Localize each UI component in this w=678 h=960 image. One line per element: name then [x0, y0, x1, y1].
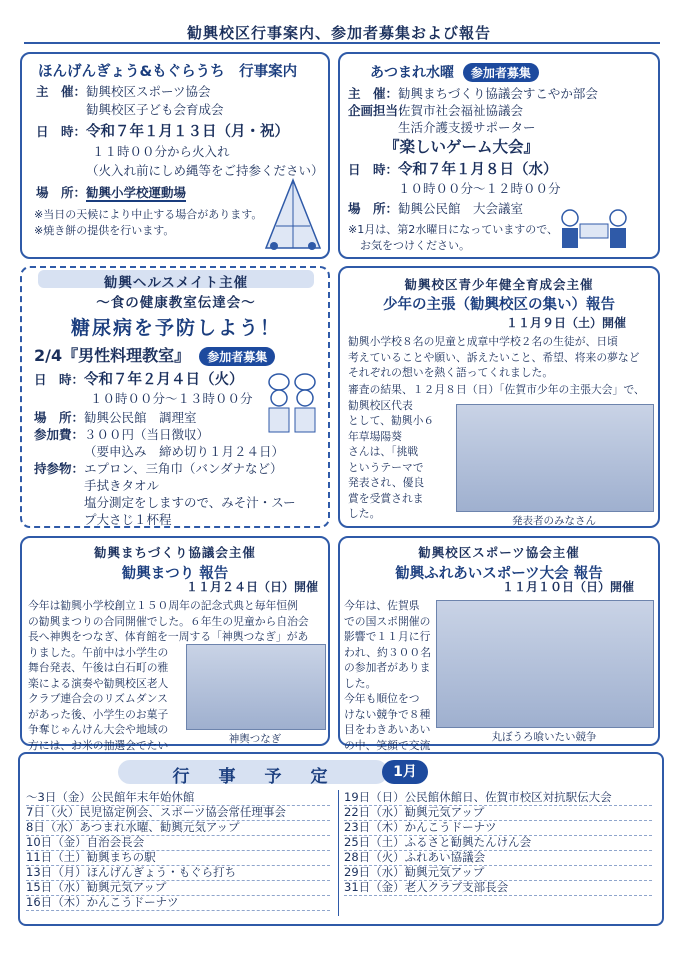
line: 争奪じゃんけん大会や地域の: [28, 723, 169, 736]
label: 企画担当：: [348, 103, 411, 118]
line: があった後、小学生のお菓子: [28, 707, 169, 721]
chefs-illustration: [262, 372, 322, 436]
line: さんは、「挑戦: [348, 445, 419, 458]
line: 審査の結果、１２月８日（日）「佐賀市少年の主張大会」で、: [348, 383, 645, 396]
atsumare-planner: [348, 103, 523, 118]
hongengyo-organizer-2: 勧興校区子ども会育成会: [86, 102, 224, 117]
atsumare-note-1: ※1月は、第2水曜日になっていますので、: [348, 223, 558, 236]
label: 参加費：: [34, 427, 85, 442]
fee-value: ３００円（当日徴収）: [84, 427, 210, 442]
line: として、勧興小６: [348, 414, 435, 427]
cooking-place: [34, 410, 197, 425]
label: 場 所：: [348, 201, 399, 216]
festival-title: 勧興まつり 報告: [121, 566, 229, 582]
cooking-time: １０時００分～１３時００分: [90, 391, 253, 406]
atsumare-place: [348, 201, 523, 216]
schedule-divider: [338, 790, 339, 916]
label: 日 時：: [34, 372, 85, 387]
line: クラブ連合会のリズムダンス: [28, 692, 168, 705]
schedule-item: 15日（水）勧興元気アップ: [26, 880, 330, 896]
sports-title: 勧興ふれあいスポーツ大会 報告: [395, 566, 603, 582]
hongengyo-place: [36, 185, 186, 200]
schedule-title: 行 事 予 定: [172, 767, 334, 787]
line: の勧興まつりの合同開催でした。６年生の児童から自治会: [28, 614, 309, 628]
place-value: 勧興公民館 調理室: [84, 410, 197, 425]
line: 今年は勧興小学校創立１５０周年の記念式典と毎年恒例: [28, 599, 298, 612]
festival-date: １１月２４日（日）開催: [186, 580, 319, 594]
sports-date: １１月１０日（日）開催: [502, 580, 635, 594]
line: 勧興校区代表: [348, 398, 413, 412]
schedule-item: 28日（火）ふれあい協議会: [344, 850, 652, 866]
line: けない競争で８種: [344, 707, 431, 721]
game-players-illustration: [558, 200, 630, 252]
festival-photo-caption: 神輿つなぎ: [228, 733, 282, 745]
line: の中、笑顔で交流: [344, 738, 431, 752]
date-value: 令和７年２月４日（火）: [84, 372, 244, 388]
month-badge: 1月: [382, 760, 428, 784]
line: 発表され、優良: [348, 476, 425, 489]
planner-1: 佐賀市社会福祉協議会: [398, 103, 524, 118]
youth-para-1: [348, 334, 640, 381]
line: 今年は、佐賀県: [344, 599, 420, 612]
cooking-header: 勧興ヘルスメイト主催: [103, 275, 249, 291]
schedule-item: 11日（土）勧興まちの駅: [26, 850, 330, 866]
hongengyo-date: [36, 124, 289, 140]
atsumare-event: 『楽しいゲーム大会』: [384, 138, 540, 156]
label: 日 時：: [36, 124, 87, 139]
organizer-value: 勧興まちづくり協議会すこやか部会: [398, 86, 598, 101]
label: 主 催：: [36, 84, 87, 99]
cooking-fee-note: （要申込み 締め切り１月２４日）: [84, 444, 285, 459]
cooking-items: [34, 461, 283, 476]
schedule-item: 31日（金）老人クラブ支部長会: [344, 880, 652, 896]
line: りました。午前中は小学生の: [28, 645, 169, 659]
youth-header: 勧興校区青少年健全育成会主催: [404, 277, 594, 292]
line: というテーマで: [348, 460, 424, 474]
schedule-item: 19日（日）公民館休館日、佐賀市校区対抗駅伝大会: [344, 790, 652, 806]
line: 影響で１１月に行: [344, 630, 431, 643]
sports-photo-caption: 丸ぼうろ喰いたい競争: [491, 731, 597, 743]
label: 主 催：: [348, 86, 399, 101]
schedule-item: 10日（金）自治会長会: [26, 835, 330, 851]
line: 長へ神輿をつなぎ、体育館を一周する「神輿つなぎ」があ: [28, 630, 309, 643]
hongengyo-title: ほんげんぎょう&もぐらうち 行事案内: [38, 64, 298, 80]
place-value: 勧興公民館 大会議室: [398, 201, 524, 216]
schedule-item: 22日（水）勧興元気アップ: [344, 805, 652, 821]
atsumare-planner-2: 生活介護支援サポーター: [398, 120, 536, 135]
line: われ、約３００名: [344, 645, 432, 659]
sports-para: [344, 598, 431, 769]
line: した。: [344, 676, 377, 690]
atsumare-organizer: [348, 86, 598, 101]
recruit-badge: 参加者募集: [199, 347, 275, 366]
sports-header: 勧興校区スポーツ協会主催: [418, 545, 580, 560]
atsumare-title: あつまれ水曜: [370, 65, 454, 81]
line: 目をわきあいあい: [344, 723, 431, 736]
mikoshi-photo: [186, 644, 326, 730]
youth-date: １１月９日（土）開催: [506, 316, 627, 330]
line: 勧興小学校８名の児童と成章中学校２名の生徒が、日頃: [348, 335, 618, 348]
label: 持参物：: [34, 461, 85, 476]
page-title: 勧興校区行事案内、参加者募集および報告: [186, 24, 491, 42]
atsumare-note-2: お気をつけください。: [360, 239, 470, 252]
label: 日 時：: [348, 162, 399, 177]
cooking-event: 2/4『男性料理教室』: [34, 346, 191, 365]
youth-title: 少年の主張（勧興校区の集い）報告: [383, 297, 615, 313]
youth-photo-caption: 発表者のみなさん: [512, 515, 596, 527]
date-value: 令和７年１月８日（水）: [398, 162, 558, 178]
schedule-item: ～3日（金）公民館年末年始休館: [26, 790, 330, 806]
date-value: 令和７年１月１３日（月・祝）: [86, 124, 289, 140]
place-value: 勧興小学校運動場: [86, 185, 187, 200]
item-1: エプロン、三角巾（バンダナなど）: [84, 461, 283, 476]
hongengyo-note-2: ※焼き餅の提供を行います。: [34, 224, 175, 237]
cooking-fee: [34, 427, 209, 442]
schedule-item: 13日（月）ほんげんぎょう・もぐら打ち: [26, 865, 330, 881]
atsumare-title-wrap: [370, 62, 539, 82]
sports-race-photo: [436, 600, 654, 728]
hongengyo-note-1: ※当日の天候により中止する場合があります。: [34, 208, 263, 221]
line: の参加者がありま: [344, 661, 431, 674]
schedule-item: 25日（土）ふるさと勧興たんけん会: [344, 835, 652, 851]
cooking-date: [34, 372, 244, 388]
cooking-event-wrap: [34, 343, 275, 366]
hongengyo-time-note: （火入れ前にしめ縄等をご持参ください）: [86, 163, 324, 178]
label: 場 所：: [36, 185, 87, 200]
line: での国スポ開催の: [344, 614, 431, 628]
organizer-1: 勧興校区スポーツ協会: [86, 84, 211, 99]
youth-presenters-photo: [456, 404, 654, 512]
schedule-item: 23日（木）かんこうドーナツ: [344, 820, 652, 836]
hongengyo-organizer: [36, 84, 211, 99]
line: それぞれの想いを熱く語ってくれました。: [348, 366, 554, 379]
line: 方には、お米の抽選会でたい: [28, 738, 169, 752]
header-rule: [24, 42, 660, 44]
atsumare-time: １０時００分～１２時００分: [398, 181, 561, 196]
recruit-badge: 参加者募集: [463, 63, 539, 82]
schedule-item: 7日（火）民児協定例会、スポーツ協会常任理事会: [26, 805, 330, 821]
schedule-item: 16日（木）かんこうドーナツ: [26, 895, 330, 911]
line: 年草場陽葵: [348, 429, 402, 443]
label: 場 所：: [34, 410, 85, 425]
hongengyo-time: １１時００分から火入れ: [92, 144, 230, 159]
line: 舞台発表、午後は白石町の雅: [28, 661, 169, 674]
bonfire-illustration: [262, 176, 324, 252]
atsumare-date: [348, 162, 558, 178]
cooking-subheader: ～食の健康教室伝達会～: [96, 295, 256, 311]
line: 楽による演奏や勧興校区老人: [28, 676, 169, 690]
line: 考えていることや願い、訴えたいこと、希望、将来の夢など: [348, 350, 640, 364]
schedule-item: 8日（水）あつまれ水曜、勧興元気アップ: [26, 820, 330, 836]
cooking-item-3: 塩分測定をしますので、みそ汁・スー: [84, 495, 296, 510]
cooking-slogan: 糖尿病を予防しよう！: [70, 317, 281, 339]
line: 賞を受賞されま: [348, 491, 424, 505]
festival-header: 勧興まちづくり協議会主催: [94, 545, 256, 560]
cooking-item-2: 手拭きタオル: [84, 478, 160, 493]
schedule-item: 29日（水）勧興元気アップ: [344, 865, 652, 881]
line: した。: [348, 507, 381, 520]
line: 今年も順位をつ: [344, 692, 420, 705]
cooking-item-4: プ大さじ１杯程: [84, 512, 172, 527]
